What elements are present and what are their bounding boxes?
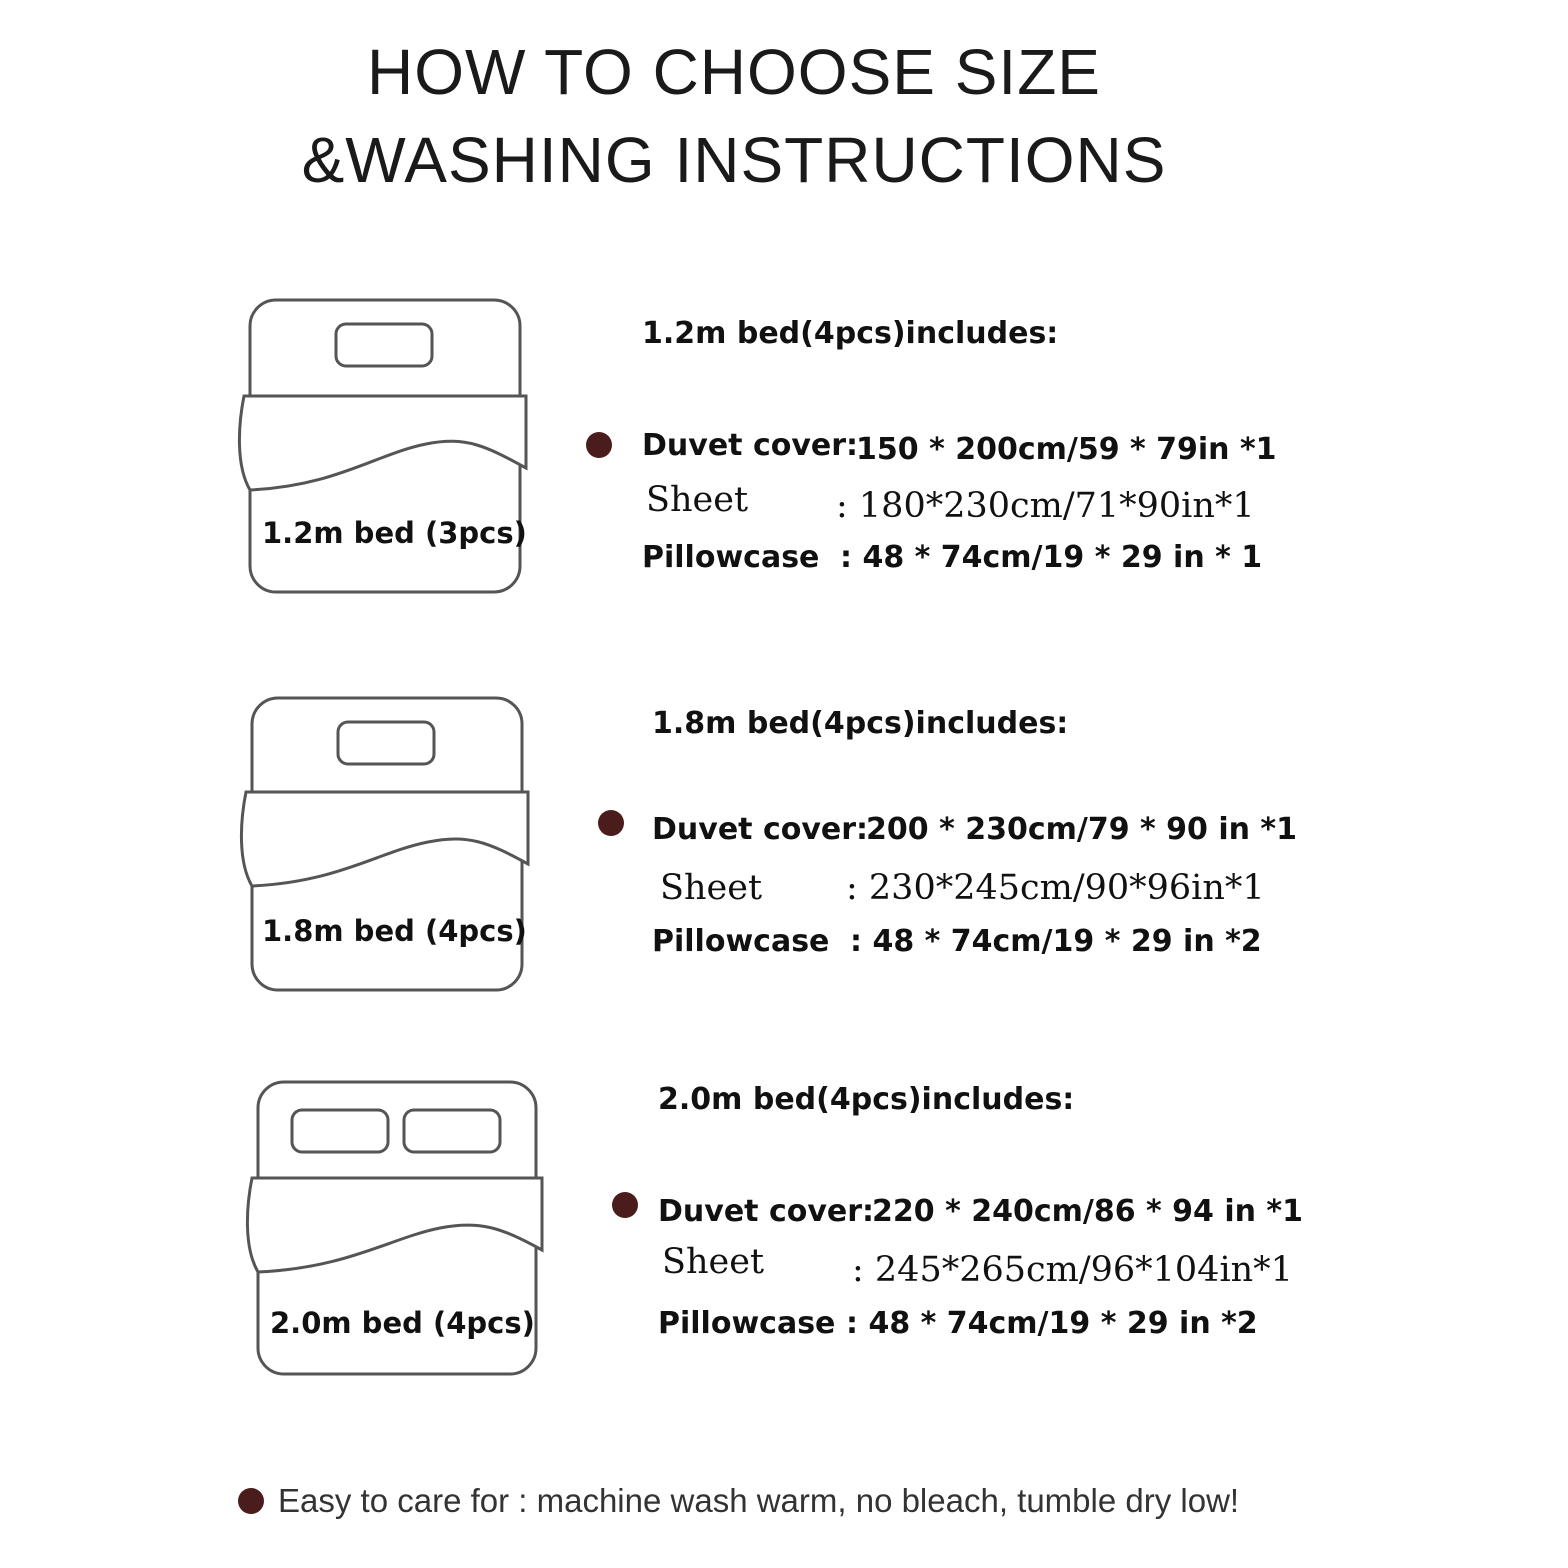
pillowcase-value: : 48 * 74cm/19 * 29 in *2: [850, 924, 1262, 959]
duvet-cover-label: Duvet cover:: [642, 428, 859, 463]
bullet-dot: [586, 432, 612, 458]
care-instructions: Easy to care for : machine wash warm, no bleach, tumble dry low!: [278, 1482, 1240, 1519]
sheet-value: : 180*230cm/71*90in*1: [836, 486, 1255, 526]
pillowcase-value: : 48 * 74cm/19 * 29 in * 1: [840, 540, 1263, 575]
bed-size-label: 1.2m bed (3pcs): [262, 516, 527, 550]
sheet-value: : 245*265cm/96*104in*1: [852, 1250, 1293, 1290]
sheet-label: Sheet: [646, 480, 749, 520]
pillowcase-label: Pillowcase: [658, 1306, 836, 1341]
bullet-dot: [612, 1192, 638, 1218]
page-title-line-1: HOW TO CHOOSE SIZE: [367, 36, 1101, 108]
bed-diagram-double: [238, 694, 534, 994]
bullet-dot: [598, 810, 624, 836]
bed-single-icon: [236, 296, 532, 596]
duvet-cover-label: Duvet cover:: [658, 1194, 875, 1229]
pillowcase-label: Pillowcase: [642, 540, 820, 575]
pillowcase-value: : 48 * 74cm/19 * 29 in *2: [846, 1306, 1258, 1341]
sheet-value: : 230*245cm/90*96in*1: [846, 868, 1265, 908]
sheet-label: Sheet: [660, 868, 763, 908]
bullet-dot: [238, 1488, 264, 1514]
sheet-label: Sheet: [662, 1242, 765, 1282]
section-heading: 2.0m bed(4pcs)includes:: [658, 1082, 1075, 1117]
section-heading: 1.2m bed(4pcs)includes:: [642, 316, 1059, 351]
bed-diagram-single: [236, 296, 532, 596]
duvet-cover-value: 150 * 200cm/59 * 79in *1: [856, 432, 1277, 467]
pillowcase-label: Pillowcase: [652, 924, 830, 959]
duvet-cover-label: Duvet cover:: [652, 812, 869, 847]
duvet-cover-value: 220 * 240cm/86 * 94 in *1: [872, 1194, 1303, 1229]
bed-size-label: 2.0m bed (4pcs): [270, 1306, 535, 1340]
bed-size-label: 1.8m bed (4pcs): [262, 914, 527, 948]
duvet-cover-value: 200 * 230cm/79 * 90 in *1: [866, 812, 1297, 847]
bed-double-icon: [238, 694, 534, 994]
page-title-line-2: &WASHING INSTRUCTIONS: [301, 124, 1167, 196]
section-heading: 1.8m bed(4pcs)includes:: [652, 706, 1069, 741]
bed-diagram-king: [244, 1078, 548, 1378]
